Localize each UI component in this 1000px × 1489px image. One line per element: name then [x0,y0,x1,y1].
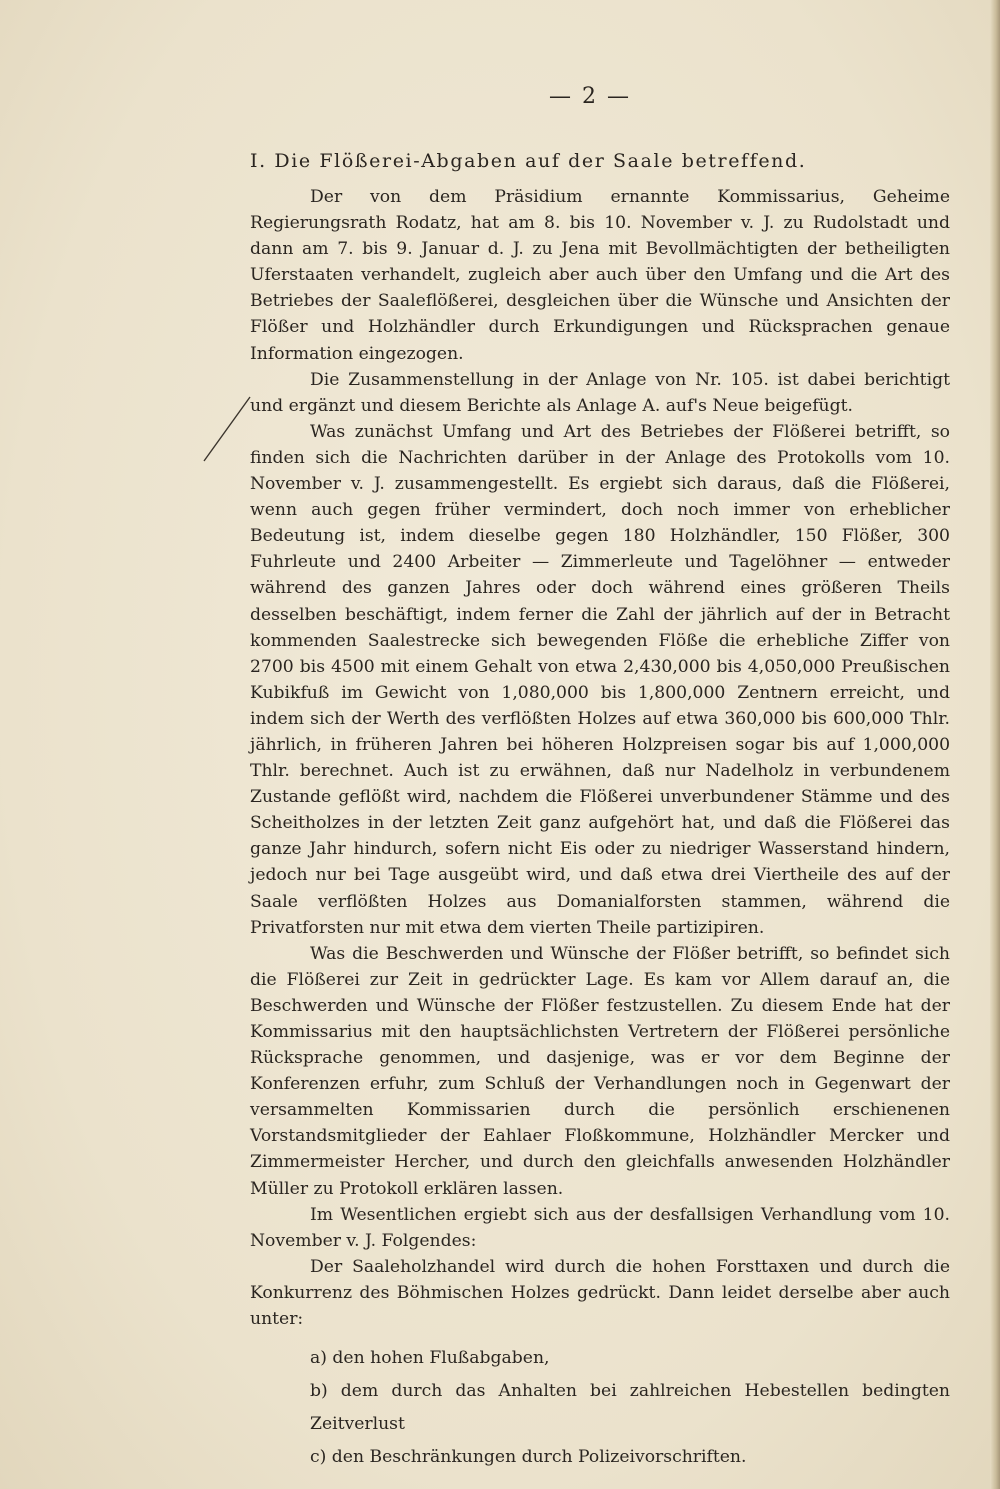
paragraph-1: Der von dem Präsidium ernannte Kommissarius, Geheime Regierungsrath Rodatz, hat am 8. bis 10. November v. J. zu Rudolstadt und dann am 7. bis 9. Januar d. J. zu Jena mit Bevollmächtigten der betheiligten Uferstaaten verhandelt, zugleich aber auch über den Umfang und die Art des Betriebes der Saaleflößerei, desgleichen über die Wünsche und Ansichten der Flößer und Holzhändler durch Erkundigungen und Rücksprachen genaue Information eingezogen. [250,187,950,364]
page-edge-shadow [990,0,1000,1489]
paragraph-4: Was die Beschwerden und Wünsche der Flößer betrifft, so befindet sich die Flößerei zur Zeit in gedrückter Lage. Es kam vor Allem darauf an, die Beschwerden und Wünsche der Flößer festzustellen. Zu diesem Ende hat der Kommissarius mit den hauptsächlichsten Vertretern der Flößerei persönliche Rücksprache genommen, und dasjenige, was er vor dem Beginne der Konferenzen erfuhr, zum Schluß der Verhandlungen noch in Gegenwart der versammelten Kommissarien durch die persönlich erschienenen Vorstandsmitglieder der Eahlaer Floßkommune, Holzhändler Mercker und Zimmermeister Hercher, und durch den gleichfalls anwesenden Holzhändler Müller zu Protokoll erklären lassen. [250,943,950,1199]
document-body [250,184,950,1474]
list-item: c) den Beschränkungen durch Polizeivorschriften. [310,1447,747,1468]
paragraph-5: Im Wesentlichen ergiebt sich aus der desfallsigen Verhandlung vom 10. November v. J. Folgendes: [250,1204,950,1251]
page-number: — 2 — [549,84,631,109]
section-heading: I. Die Flößerei-Abgaben auf der Saale betreffend. [250,150,807,172]
list-item: a) den hohen Flußabgaben, [310,1348,550,1369]
paragraph-2: Die Zusammenstellung in der Anlage von Nr. 105. ist dabei berichtigt und ergänzt und diesem Berichte als Anlage A. auf's Neue beigefügt. [250,369,950,416]
paragraph-6: Der Saaleholzhandel wird durch die hohen Forsttaxen und durch die Konkurrenz des Böhmischen Holzes gedrückt. Dann leidet derselbe aber auch unter: [250,1256,950,1330]
paragraph-3: Was zunächst Umfang und Art des Betriebes der Flößerei betrifft, so finden sich die Nachrichten darüber in der Anlage des Protokolls vom 10. November v. J. zusammengestellt. Es ergiebt sich daraus, daß die Flößerei, wenn auch gegen früher vermindert, doch noch immer von erheblicher Bedeutung ist, indem dieselbe gegen 180 Holzhändler, 150 Flößer, 300 Fuhrleute und 2400 Arbeiter — Zimmerleute und Tagelöhner — entweder während des ganzen Jahres oder doch während eines größeren Theils desselben beschäftigt, indem ferner die Zahl der jährlich auf der in Betracht kommenden Saalestrecke sich bewegenden Flöße die erhebliche Ziffer von 2700 bis 4500 mit einem Gehalt von etwa 2,430,000 bis 4,050,000 Preußischen Kubikfuß im Gewicht von 1,080,000 bis 1,800,000 Zentnern erreicht, und indem sich der Werth des verflößten Holzes auf etwa 360,000 bis 600,000 Thlr. jährlich, in früheren Jahren bei höheren Holzpreisen sogar bis auf 1,000,000 Thlr. berechnet. Auch ist zu erwähnen, daß nur Nadelholz in verbundenem Zustande geflößt wird, nachdem die Flößerei unverbundener Stämme und des Scheitholzes in der letzten Zeit ganz aufgehört hat, und daß die Flößerei das ganze Jahr hindurch, sofern nicht Eis oder zu niedriger Wasserstand hindern, jedoch nur bei Tage ausgeübt wird, und daß etwa drei Viertheile des auf der Saale verflößten Holzes aus Domanialforsten stammen, während die Privatforsten nur mit etwa dem vierten Theile partizipiren. [250,421,950,938]
complaint-list [250,1342,950,1474]
list-item: b) dem durch das Anhalten bei zahlreichen Hebestellen bedingten Zeitverlust [310,1381,950,1435]
